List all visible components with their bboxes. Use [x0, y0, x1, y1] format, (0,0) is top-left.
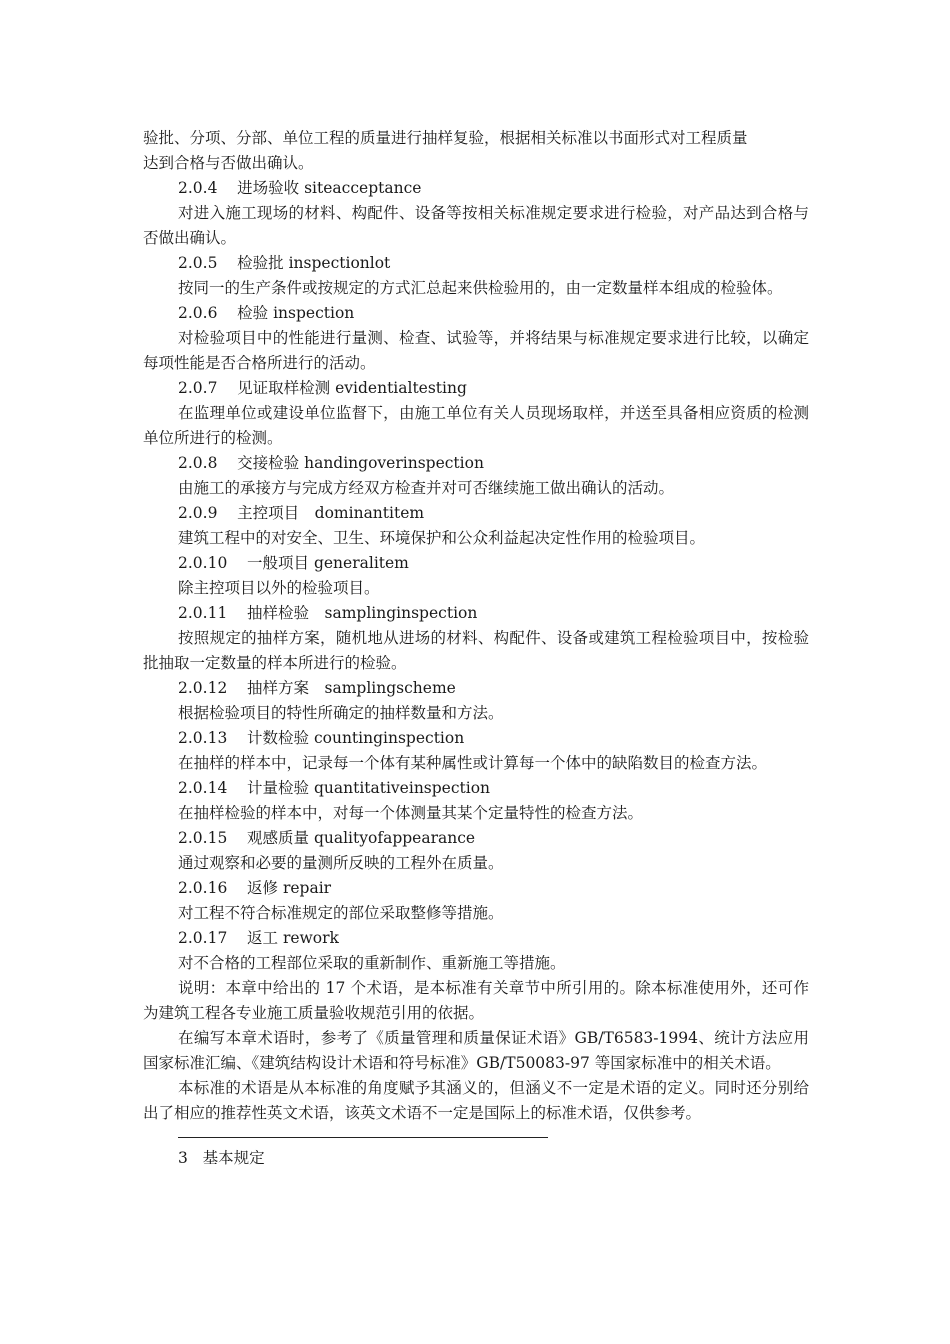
term-number: 2.0.14: [178, 779, 228, 797]
term-title: 返工 rework: [247, 929, 339, 947]
note-paragraph: 说明：本章中给出的 17 个术语，是本标准有关章节中所引用的。除本标准使用外，还可作为建筑工程各专业施工质量验收规范引用的依据。: [143, 979, 809, 1022]
term-entry: [143, 251, 809, 301]
term-definition: 在抽样检验的样本中，对每一个体测量其某个定量特性的检查方法。: [178, 804, 644, 822]
term-title: 观感质量 qualityofappearance: [247, 829, 476, 847]
term-heading: [143, 501, 809, 526]
term-title: 计量检验 quantitativeinspection: [247, 779, 491, 797]
term-heading: [143, 251, 809, 276]
term-definition: 按照规定的抽样方案，随机地从进场的材料、构配件、设备或建筑工程检验项目中，按检验批抽取一定数量的样本所进行的检验。: [143, 629, 809, 672]
chapter-number: 3: [178, 1149, 188, 1167]
chapter-heading: [143, 1146, 809, 1171]
term-number: 2.0.12: [178, 679, 228, 697]
term-title: 见证取样检测 evidentialtesting: [237, 379, 467, 397]
term-heading: [143, 926, 809, 951]
term-heading: [143, 601, 809, 626]
term-number: 2.0.6: [178, 304, 218, 322]
term-heading: [143, 301, 809, 326]
term-entry: [143, 676, 809, 726]
note-paragraph: 在编写本章术语时，参考了《质量管理和质量保证术语》GB/T6583-1994、统计方法应用国家标准汇编、《建筑结构设计术语和符号标准》GB/T50083-97 等国家标准中的相关术语。: [143, 1029, 809, 1072]
term-title: 检验批 inspectionlot: [237, 254, 391, 272]
term-entry: [143, 601, 809, 676]
term-definition: 通过观察和必要的量测所反映的工程外在质量。: [178, 854, 504, 872]
term-heading: [143, 451, 809, 476]
term-entry: [143, 551, 809, 601]
section-divider: [178, 1137, 548, 1138]
term-title: 一般项目 generalitem: [247, 554, 409, 572]
term-definition: 对工程不符合标准规定的部位采取整修等措施。: [178, 904, 504, 922]
term-definition: 对检验项目中的性能进行量测、检查、试验等，并将结果与标准规定要求进行比较，以确定每项性能是否合格所进行的活动。: [143, 329, 809, 372]
term-number: 2.0.9: [178, 504, 218, 522]
term-definition: 在监理单位或建设单位监督下，由施工单位有关人员现场取样，并送至具备相应资质的检测单位所进行的检测。: [143, 404, 809, 447]
term-definition: 在抽样的样本中，记录每一个体有某种属性或计算每一个体中的缺陷数目的检查方法。: [178, 754, 768, 772]
term-heading: [143, 176, 809, 201]
term-number: 2.0.15: [178, 829, 228, 847]
term-number: 2.0.11: [178, 604, 228, 622]
term-definition: 由施工的承接方与完成方经双方检查并对可否继续施工做出确认的活动。: [178, 479, 675, 497]
term-definition: 建筑工程中的对安全、卫生、环境保护和公众利益起决定性作用的检验项目。: [178, 529, 706, 547]
term-title: 抽样检验 samplinginspection: [247, 604, 478, 622]
term-heading: [143, 826, 809, 851]
term-entry: [143, 301, 809, 376]
term-heading: [143, 726, 809, 751]
term-title: 主控项目 dominantitem: [237, 504, 425, 522]
chapter-title: 基本规定: [202, 1149, 265, 1167]
term-title: 计数检验 countinginspection: [247, 729, 465, 747]
term-number: 2.0.17: [178, 929, 228, 947]
term-heading: [143, 876, 809, 901]
term-entry: [143, 826, 809, 876]
note-paragraph: 本标准的术语是从本标准的角度赋予其涵义的，但涵义不一定是术语的定义。同时还分别给出了相应的推荐性英文术语，该英文术语不一定是国际上的标准术语，仅供参考。: [143, 1079, 809, 1122]
term-entry: [143, 726, 809, 776]
term-entry: [143, 501, 809, 551]
term-definition: 对进入施工现场的材料、构配件、设备等按相关标准规定要求进行检验，对产品达到合格与否做出确认。: [143, 204, 809, 247]
term-entry: [143, 876, 809, 926]
term-definition: 按同一的生产条件或按规定的方式汇总起来供检验用的，由一定数量样本组成的检验体。: [178, 279, 783, 297]
term-number: 2.0.8: [178, 454, 218, 472]
term-number: 2.0.5: [178, 254, 218, 272]
term-title: 检验 inspection: [237, 304, 355, 322]
term-entry: [143, 926, 809, 976]
term-entry: [143, 376, 809, 451]
term-title: 返修 repair: [247, 879, 332, 897]
term-title: 进场验收 siteacceptance: [237, 179, 422, 197]
term-heading: [143, 551, 809, 576]
notes-section: [143, 976, 809, 1126]
document-page: [143, 126, 809, 1171]
term-entry: [143, 451, 809, 501]
term-title: 交接检验 handingoverinspection: [237, 454, 484, 472]
terms-list: [143, 176, 809, 976]
intro-line-1: 验批、分项、分部、单位工程的质量进行抽样复验，根据相关标准以书面形式对工程质量: [143, 129, 748, 147]
term-number: 2.0.13: [178, 729, 228, 747]
term-number: 2.0.16: [178, 879, 228, 897]
term-definition: 对不合格的工程部位采取的重新制作、重新施工等措施。: [178, 954, 566, 972]
term-number: 2.0.4: [178, 179, 218, 197]
term-definition: 除主控项目以外的检验项目。: [178, 579, 380, 597]
intro-line-2: 达到合格与否做出确认。: [143, 154, 314, 172]
term-entry: [143, 776, 809, 826]
term-definition: 根据检验项目的特性所确定的抽样数量和方法。: [178, 704, 504, 722]
term-number: 2.0.10: [178, 554, 228, 572]
term-heading: [143, 676, 809, 701]
term-heading: [143, 776, 809, 801]
term-heading: [143, 376, 809, 401]
term-number: 2.0.7: [178, 379, 218, 397]
term-title: 抽样方案 samplingscheme: [247, 679, 456, 697]
term-entry: [143, 176, 809, 251]
